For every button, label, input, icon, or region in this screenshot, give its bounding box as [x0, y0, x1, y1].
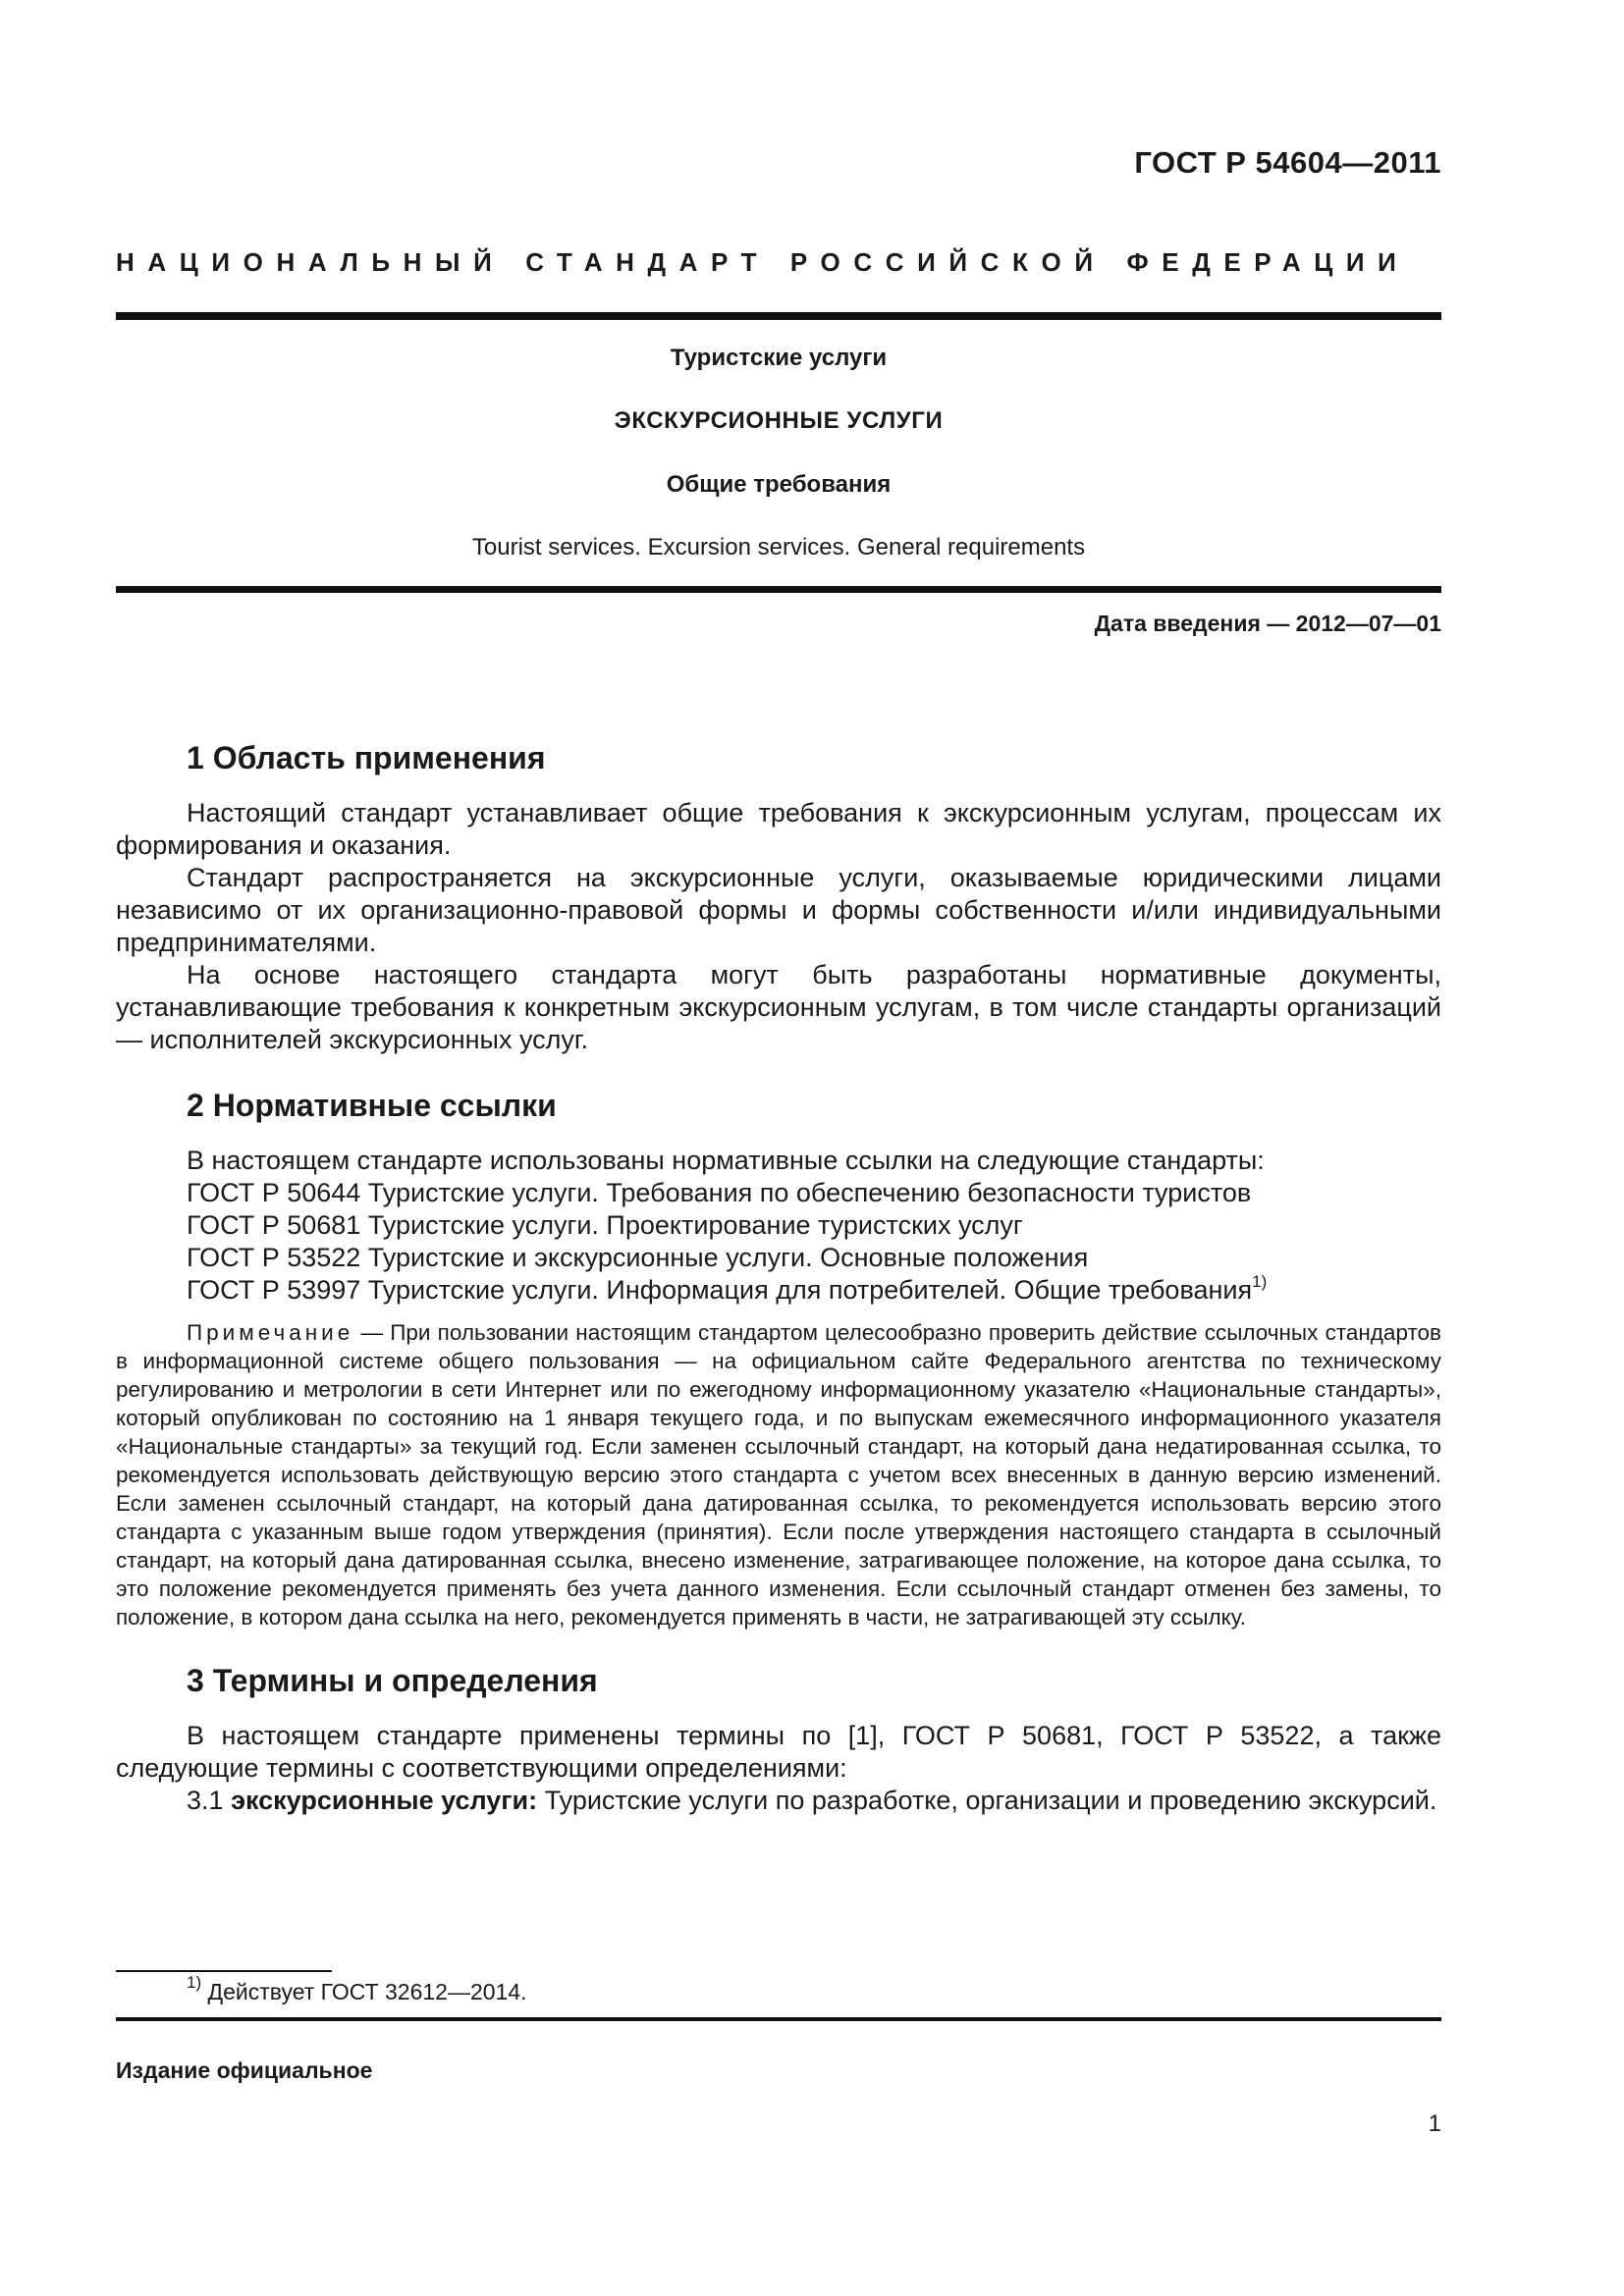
introduction-date: Дата введения — 2012—07—01 [1094, 611, 1441, 636]
footnote [187, 1973, 527, 2005]
paragraph: Настоящий стандарт устанавливает общие требования к экскурсионным услугам, процессам их формирования и оказания. [116, 798, 1441, 860]
note-label: Примечание [187, 1320, 354, 1345]
section-normative-references [116, 1086, 1441, 1631]
paragraph: В настоящем стандарте применены термины по [1], ГОСТ Р 50681, ГОСТ Р 53522, а также следующие термины с соответствующими определениями: [116, 1721, 1441, 1783]
section-heading: 2 Нормативные ссылки [187, 1088, 557, 1123]
title-bottom-rule [116, 586, 1441, 593]
page-number: 1 [1428, 2110, 1441, 2137]
document-body [116, 738, 1441, 1846]
term: экскурсионные услуги: [231, 1786, 538, 1815]
footnote-mark: 1) [187, 1973, 202, 1992]
footer-rule [116, 2017, 1441, 2021]
term-definition [116, 1785, 1441, 1817]
standard-number: ГОСТ Р 54604—2011 [1134, 145, 1441, 180]
title-line-1: Туристские услуги [670, 345, 888, 371]
national-standard-banner: НАЦИОНАЛЬНЫЙ СТАНДАРТ РОССИЙСКОЙ ФЕДЕРАЦИИ [116, 247, 1410, 277]
footnote-text: Действует ГОСТ 32612—2014. [207, 1979, 527, 2004]
section-terms [116, 1661, 1441, 1817]
paragraph: На основе настоящего стандарта могут быть разработаны нормативные документы, устанавливающие требования к конкретным экскурсионным услугам, в том числе стандарты организаций — исполнителей экскурсионных услуг. [116, 960, 1441, 1054]
reference-item-with-footnote [116, 1274, 1441, 1307]
footnote-rule [116, 1970, 332, 1972]
section-heading: 1 Область применения [187, 740, 546, 775]
edition-label: Издание официальное [116, 2057, 373, 2083]
paragraph: В настоящем стандарте использованы нормативные ссылки на следующие стандарты: [187, 1146, 1265, 1175]
term-definition-text: Туристские услуги по разработке, организации и проведению экскурсий. [544, 1786, 1437, 1815]
title-line-2: ЭКСКУРСИОННЫЕ УСЛУГИ [614, 407, 944, 434]
reference-item: ГОСТ Р 50644 Туристские услуги. Требования по обеспечению безопасности туристов [187, 1178, 1252, 1207]
paragraph: Стандарт распространяется на экскурсионные услуги, оказываемые юридическими лицами независимо от их организационно-правовой формы и формы собственности и/или индивидуальными предпринимателями. [116, 863, 1441, 957]
title-line-3: Общие требования [666, 471, 892, 498]
reference-item: ГОСТ Р 50681 Туристские услуги. Проектирование туристских услуг [187, 1210, 1023, 1240]
top-rule [116, 312, 1441, 320]
section-scope [116, 738, 1441, 1056]
note [116, 1318, 1441, 1631]
reference-item-text: ГОСТ Р 53997 Туристские услуги. Информация для потребителей. Общие требования [187, 1275, 1253, 1305]
term-number: 3.1 [187, 1786, 224, 1815]
footnote-mark: 1) [1252, 1272, 1268, 1291]
english-title: Tourist services. Excursion services. General requirements [471, 534, 1086, 561]
reference-item: ГОСТ Р 53522 Туристские и экскурсионные услуги. Основные положения [187, 1243, 1089, 1272]
section-heading: 3 Термины и определения [187, 1663, 598, 1698]
note-text: — При пользовании настоящим стандартом целесообразно проверить действие ссылочных стандартов в информационной системе общего пользования — на официальном сайте Федерального агентства по техническому регулированию и метрологии в сети Интернет или по ежегодному информационному указателю «Национальные стандарты», который опубликован по состоянию на 1 января текущего года, и по выпускам ежемесячного информационного указателя «Национальные стандарты» за текущий год. Если заменен ссылочный стандарт, на который дана недатированная ссылка, то рекомендуется использовать действующую версию этого стандарта с учетом всех внесенных в данную версию изменений. Если заменен ссылочный стандарт, на который дана датированная ссылка, то рекомендуется использовать версию этого стандарта с указанным выше годом утверждения (принятия). Если после утверждения настоящего стандарта в ссылочный стандарт, на который дана датированная ссылка, внесено изменение, затрагивающее положение, на которое дана ссылка, то это положение рекомендуется применять без учета данного изменения. Если ссылочный стандарт отменен без замены, то положение, в котором дана ссылка на него, рекомендуется применять в части, не затрагивающей эту ссылку. [116, 1320, 1441, 1629]
